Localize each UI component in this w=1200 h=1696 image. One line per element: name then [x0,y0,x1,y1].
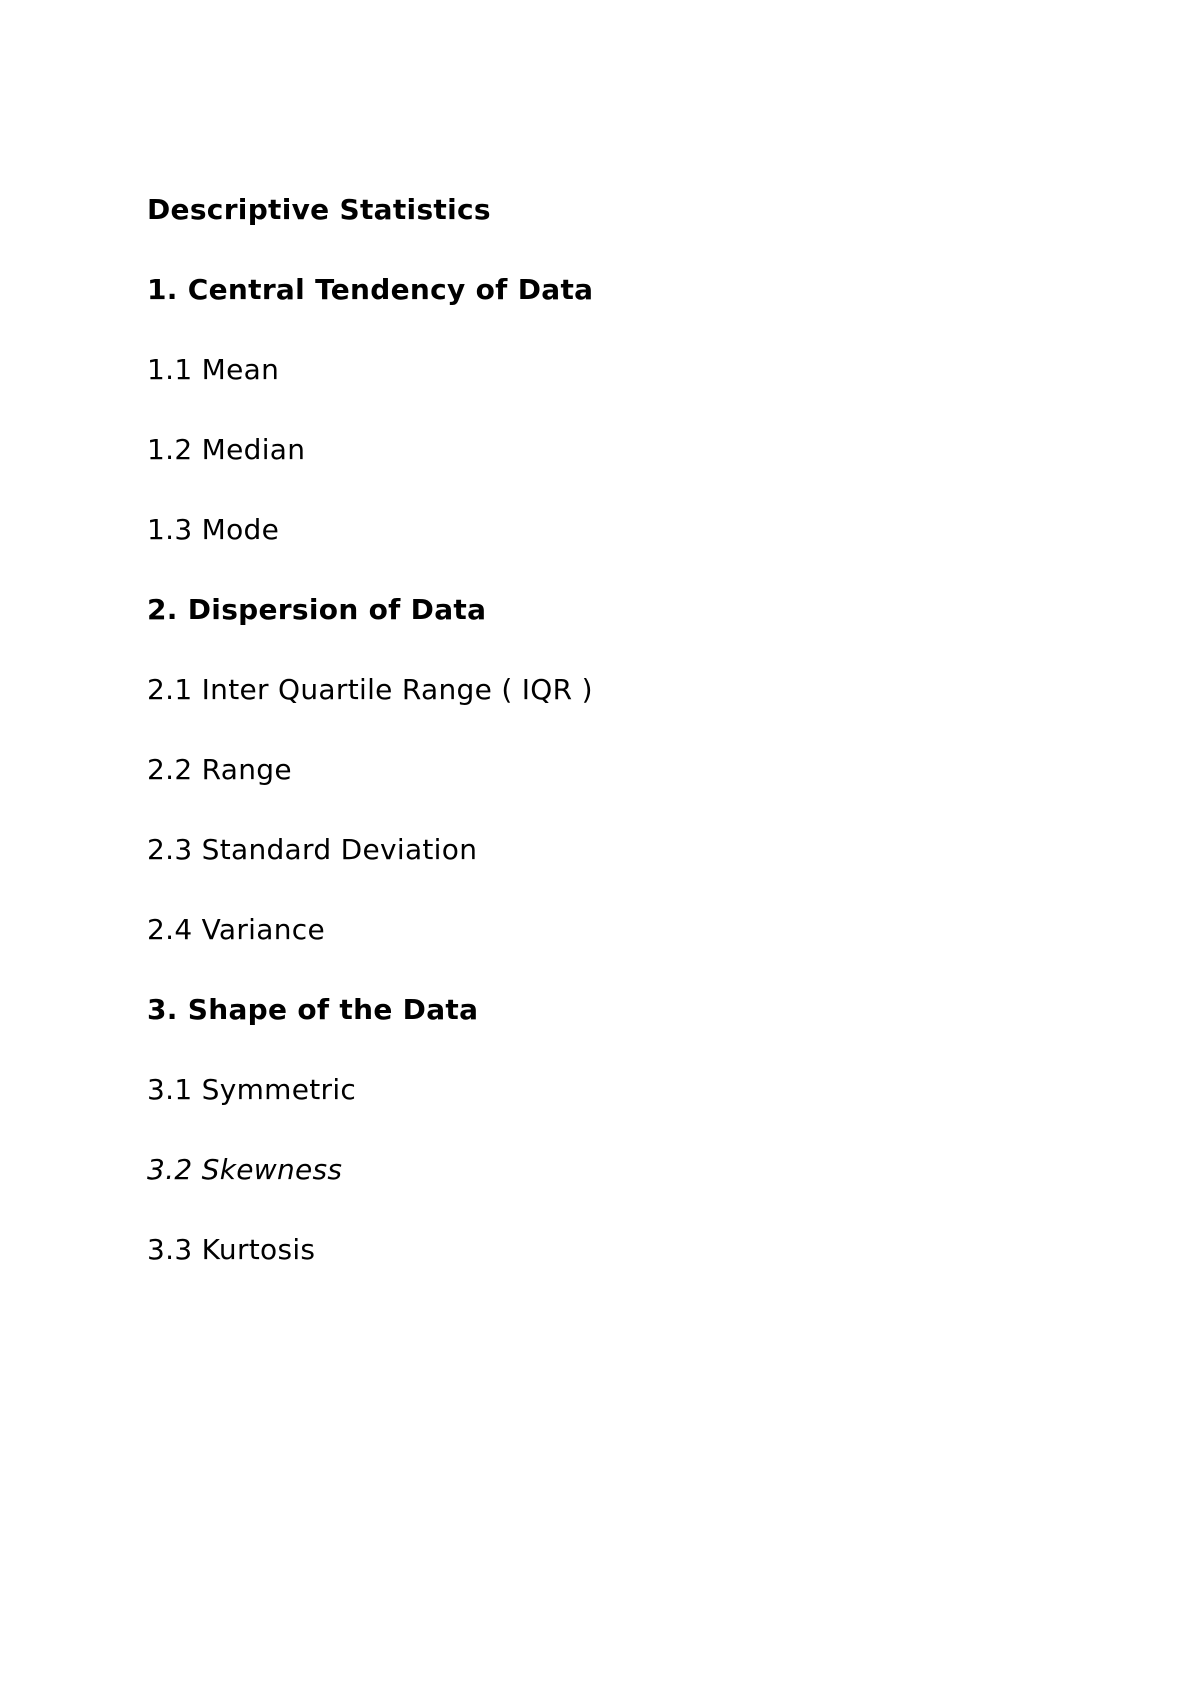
section-heading-shape: 3. Shape of the Data [147,993,479,1026]
section-heading-central-tendency: 1. Central Tendency of Data [147,273,594,306]
item-symmetric: 3.1 Symmetric [147,1073,357,1106]
item-median: 1.2 Median [147,433,306,466]
item-mean: 1.1 Mean [147,353,280,386]
item-range: 2.2 Range [147,753,292,786]
item-skewness: 3.2 Skewness [147,1153,343,1186]
item-mode: 1.3 Mode [147,513,280,546]
document-title: Descriptive Statistics [147,193,491,226]
item-iqr: 2.1 Inter Quartile Range ( IQR ) [147,673,593,706]
item-standard-deviation: 2.3 Standard Deviation [147,833,478,866]
item-kurtosis: 3.3 Kurtosis [147,1233,316,1266]
item-variance: 2.4 Variance [147,913,325,946]
section-heading-dispersion: 2. Dispersion of Data [147,593,487,626]
